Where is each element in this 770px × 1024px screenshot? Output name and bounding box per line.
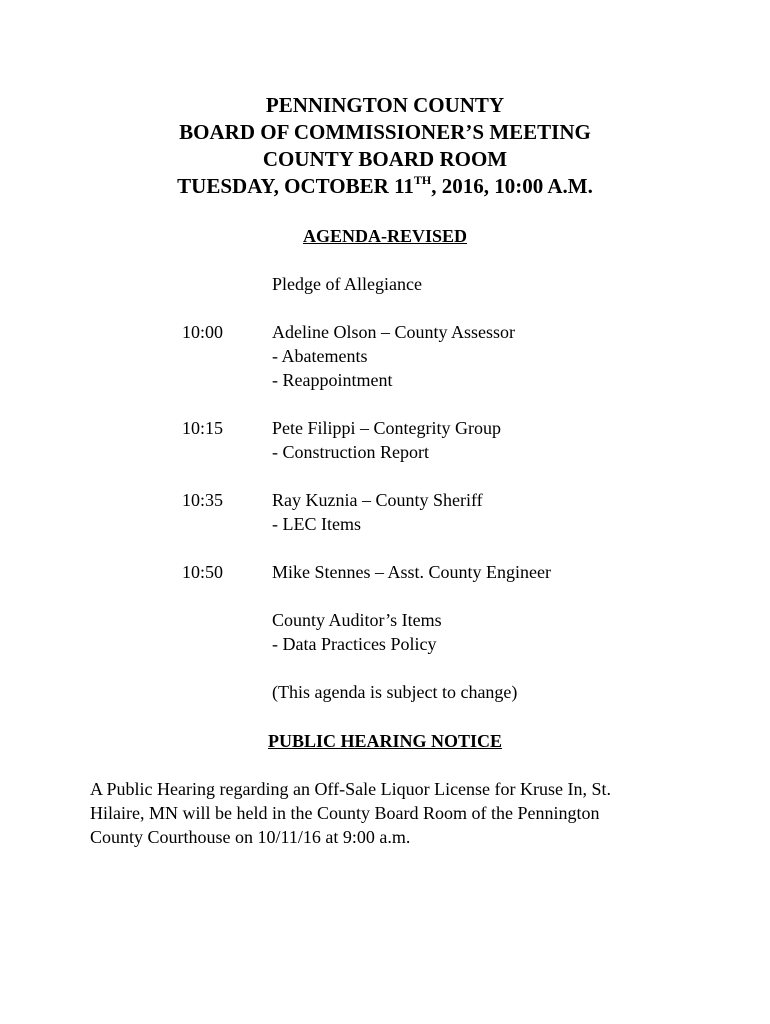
agenda-item-title: Adeline Olson – County Assessor	[272, 322, 515, 342]
agenda-time: 10:15	[182, 418, 224, 438]
agenda-item	[0, 560, 770, 608]
hearing-text-line: A Public Hearing regarding an Off-Sale Liquor License for Kruse In, St.	[90, 779, 612, 799]
agenda-item-pledge	[0, 272, 770, 320]
agenda-content	[272, 416, 501, 464]
agenda-item-auditor	[0, 608, 770, 680]
agenda-item	[0, 320, 770, 416]
meeting-name: BOARD OF COMMISSIONER’S MEETING	[179, 120, 591, 144]
agenda-subitem: - Construction Report	[272, 442, 429, 462]
agenda-subitem: - Data Practices Policy	[272, 634, 437, 654]
meeting-date	[0, 173, 770, 203]
agenda-content	[272, 488, 483, 536]
public-hearing-title: PUBLIC HEARING NOTICE	[267, 731, 503, 751]
agenda-content	[272, 560, 551, 584]
agenda-item	[0, 488, 770, 560]
agenda-time: 10:35	[182, 490, 224, 510]
meeting-location: COUNTY BOARD ROOM	[262, 147, 508, 171]
pledge-text: Pledge of Allegiance	[272, 274, 422, 294]
agenda-item	[0, 416, 770, 488]
agenda-content	[272, 320, 515, 392]
meeting-date-suffix: TH	[413, 173, 432, 187]
auditor-title: County Auditor’s Items	[272, 610, 442, 630]
agenda-item-title: Ray Kuznia – County Sheriff	[272, 490, 483, 510]
meeting-date-main: TUESDAY, OCTOBER 11	[177, 174, 414, 198]
meeting-date-rest: , 2016, 10:00 A.M.	[431, 174, 593, 198]
agenda-subitem: - LEC Items	[272, 514, 361, 534]
agenda-content	[272, 608, 442, 656]
agenda-item-title: Pete Filippi – Contegrity Group	[272, 418, 501, 438]
hearing-text-line: Hilaire, MN will be held in the County Board Room of the Pennington	[90, 803, 600, 823]
agenda-subitem: - Reappointment	[272, 370, 393, 390]
agenda-item-title: Mike Stennes – Asst. County Engineer	[272, 562, 551, 582]
agenda-subitem: - Abatements	[272, 346, 368, 366]
disclaimer-text: (This agenda is subject to change)	[272, 682, 518, 702]
county-name: PENNINGTON COUNTY	[265, 93, 505, 117]
meeting-header	[0, 92, 770, 203]
public-hearing-body	[90, 777, 690, 849]
agenda-time: 10:00	[182, 322, 224, 342]
agenda-time: 10:50	[182, 562, 224, 582]
agenda-disclaimer	[0, 680, 770, 704]
agenda-list	[0, 272, 770, 704]
agenda-title: AGENDA-REVISED	[302, 226, 468, 246]
hearing-text-line: County Courthouse on 10/11/16 at 9:00 a.m.	[90, 827, 411, 847]
